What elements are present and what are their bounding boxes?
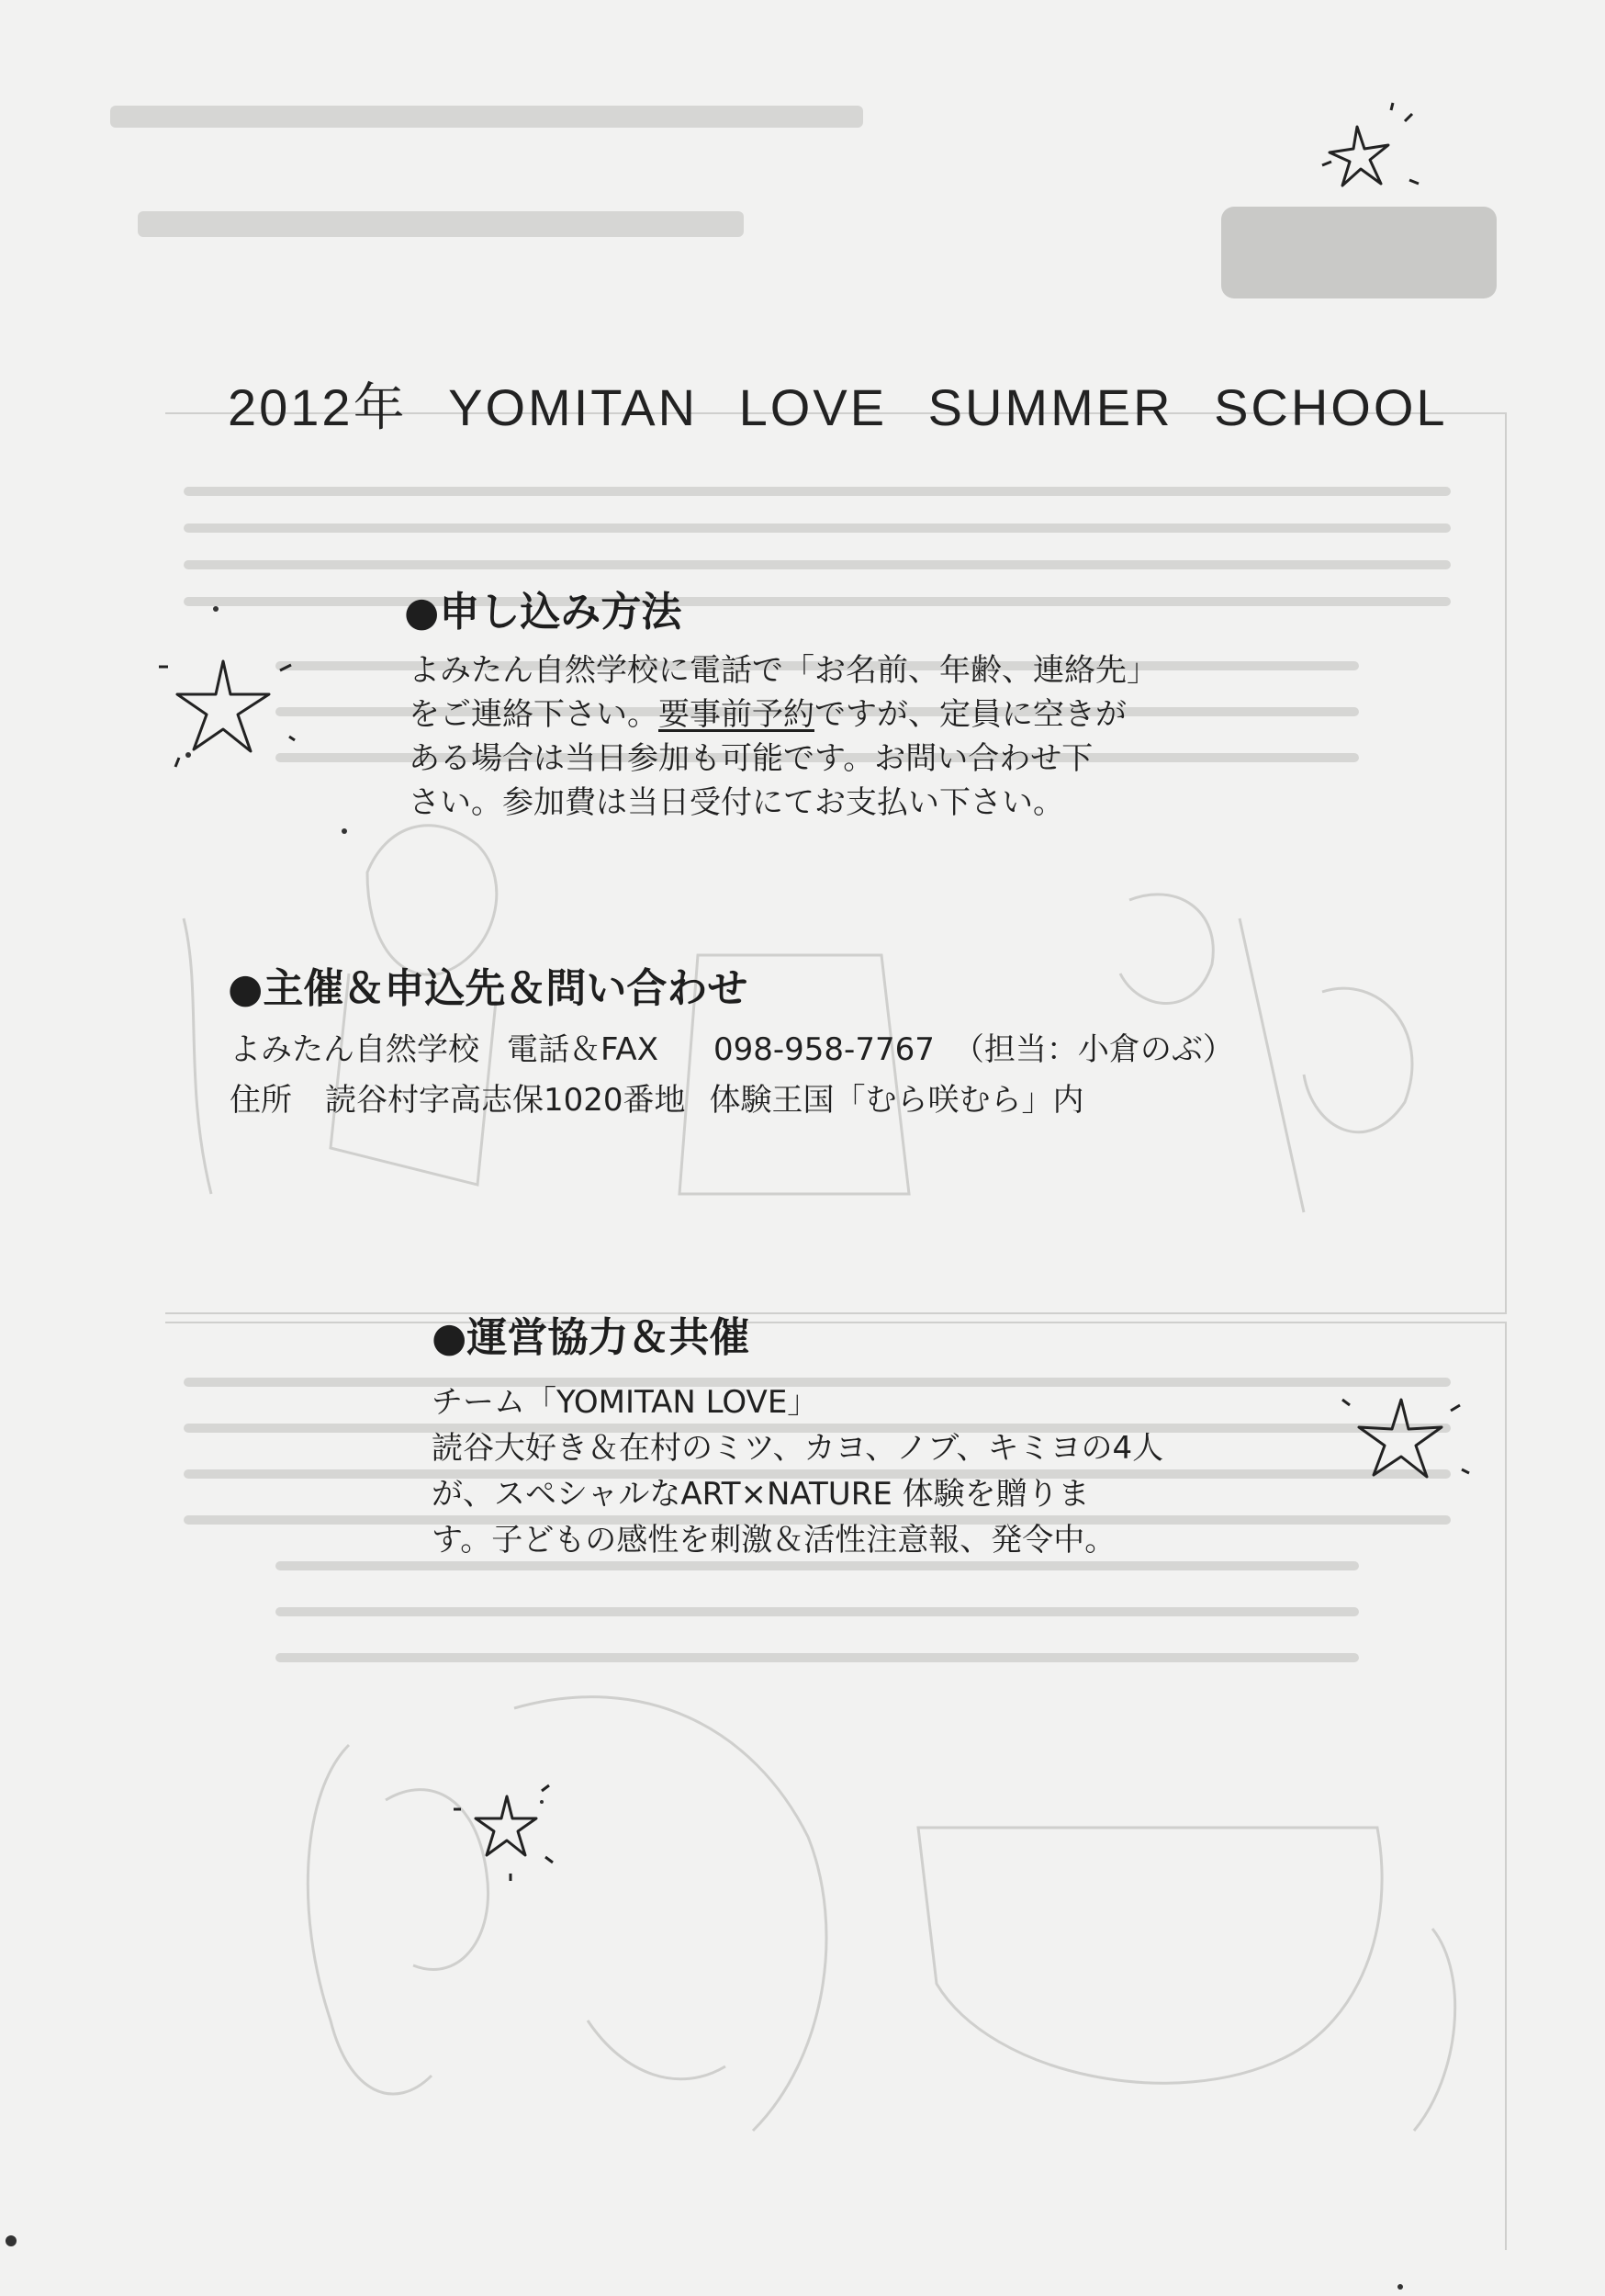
apply-heading: ●申し込み方法 bbox=[404, 589, 682, 636]
address-label: 住所 bbox=[230, 1082, 292, 1119]
apply-line-part: ですが、定員に空きが bbox=[814, 696, 1127, 733]
cooperation-line: が、スペシャルなART×NATURE 体験を贈りま bbox=[432, 1476, 1090, 1513]
organizer-name: よみたん自然学校 bbox=[230, 1031, 479, 1068]
apply-line: ある場合は当日参加も可能です。お問い合わせ下 bbox=[409, 740, 1094, 777]
apply-line-part: をご連絡下さい。 bbox=[409, 696, 658, 733]
address: 読谷村字高志保1020番地 bbox=[325, 1082, 686, 1119]
reservation-required-text: 要事前予約 bbox=[658, 696, 814, 733]
contact-heading: ●主催＆申込先＆問い合わせ bbox=[228, 965, 748, 1012]
apply-line: さい。参加費は当日受付にてお支払い下さい。 bbox=[409, 784, 1064, 821]
contact-person: （担当：小倉のぶ） bbox=[952, 1031, 1234, 1068]
cooperation-line: チーム「YOMITAN LOVE」 bbox=[432, 1384, 819, 1421]
page-title: 2012年 YOMITAN LOVE SUMMER SCHOOL bbox=[228, 378, 1448, 436]
phone-label: 電話＆FAX bbox=[507, 1031, 658, 1068]
cooperation-line: 読谷大好き＆在村のミツ、カヨ、ノブ、キミヨの4人 bbox=[432, 1430, 1164, 1467]
cooperation-heading: ●運営協力＆共催 bbox=[432, 1314, 750, 1361]
venue: 体験王国「むら咲むら」内 bbox=[709, 1082, 1084, 1119]
phone-number: 098-958-7767 bbox=[713, 1031, 935, 1068]
cooperation-line: す。子どもの感性を刺激＆活性注意報、発令中。 bbox=[432, 1522, 1117, 1559]
apply-line: よみたん自然学校に電話で「お名前、年齢、連絡先」 bbox=[409, 652, 1158, 689]
